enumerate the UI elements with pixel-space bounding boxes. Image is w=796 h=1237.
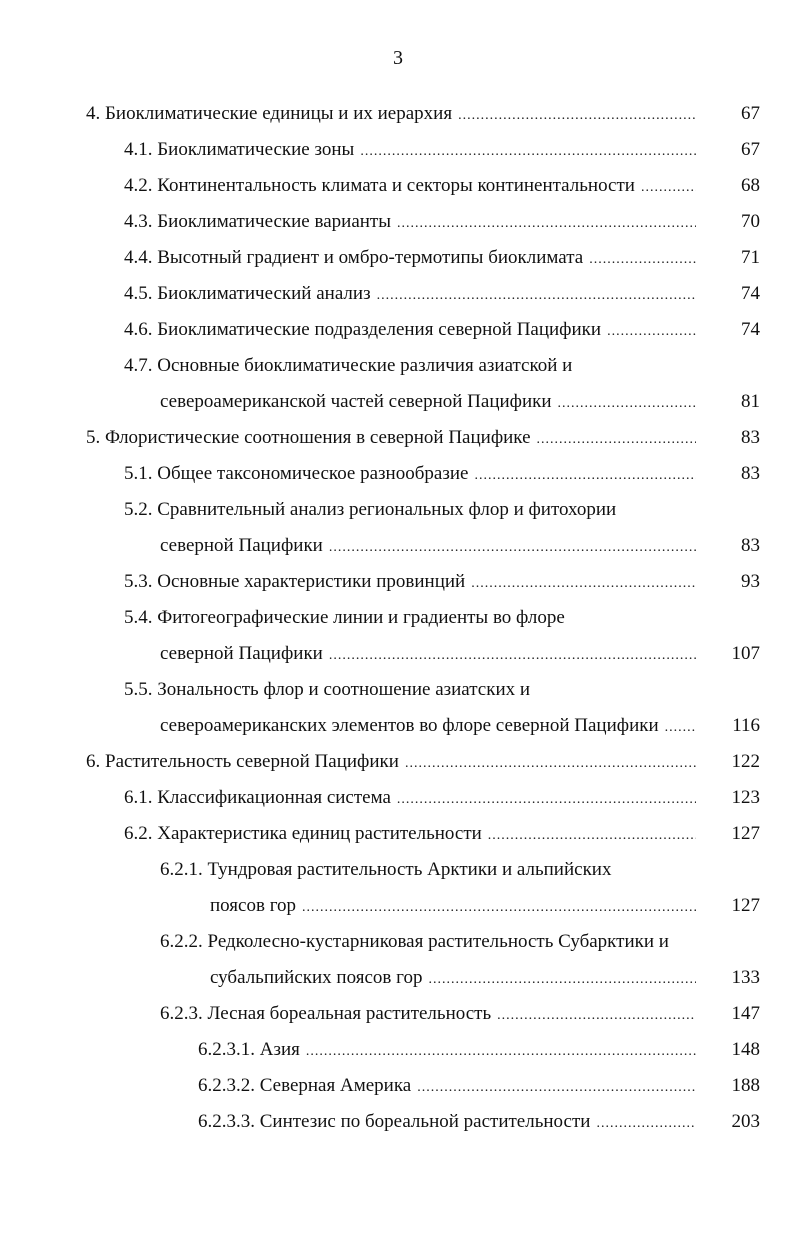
toc-page-ref: 127 xyxy=(731,823,760,844)
dot-leader xyxy=(497,998,696,1034)
toc-entry-5-2-cont xyxy=(160,528,760,564)
dot-leader xyxy=(397,782,696,818)
toc-entry-4-7 xyxy=(124,348,700,384)
toc-entry-text: северной Пацифики xyxy=(160,643,323,664)
toc-entry-6-1 xyxy=(124,780,760,816)
dot-leader xyxy=(405,746,696,782)
toc-page-ref: 188 xyxy=(731,1075,760,1096)
toc-entry-text: 5.2. Сравнительный анализ региональных флор и фитохории xyxy=(124,499,617,520)
toc-entry-text: 6. Растительность северной Пацифики xyxy=(86,751,399,772)
dot-leader xyxy=(558,386,696,422)
toc-entry-4 xyxy=(86,96,760,132)
toc-entry-4-6 xyxy=(124,312,760,348)
toc-entry-5-4 xyxy=(124,600,700,636)
dot-leader xyxy=(589,242,696,278)
toc-entry-5-2 xyxy=(124,492,700,528)
toc-entry-5-3 xyxy=(124,564,760,600)
dot-leader xyxy=(306,1034,696,1070)
toc-page-ref: 68 xyxy=(741,175,760,196)
toc-page-ref: 203 xyxy=(731,1111,760,1132)
toc-page-ref: 107 xyxy=(731,643,760,664)
dot-leader xyxy=(488,818,696,854)
toc-entry-4-7-cont xyxy=(160,384,760,420)
toc-page-ref: 71 xyxy=(741,247,760,268)
toc-entry-text: 5.5. Зональность флор и соотношение азиатских и xyxy=(124,679,531,700)
toc-entry-text: 4.6. Биоклиматические подразделения северной Пацифики xyxy=(124,319,602,340)
toc-page-ref: 70 xyxy=(741,211,760,232)
toc-entry-5-5 xyxy=(124,672,700,708)
dot-leader xyxy=(329,530,696,566)
toc-entry-text: 4.4. Высотный градиент и омбро-термотипы биоклимата xyxy=(124,247,584,268)
toc-page-ref: 122 xyxy=(731,751,760,772)
toc-entry-5-5-cont xyxy=(160,708,760,744)
toc-page-ref: 67 xyxy=(741,103,760,124)
toc-entry-6 xyxy=(86,744,760,780)
dot-leader xyxy=(302,890,696,926)
toc-entry-6-2-3-1 xyxy=(198,1032,760,1068)
toc-page-ref: 83 xyxy=(741,535,760,556)
toc-page-ref: 148 xyxy=(731,1039,760,1060)
toc-entry-5-4-cont xyxy=(160,636,760,672)
toc-page-ref: 147 xyxy=(731,1003,760,1024)
toc-entry-text: 4.7. Основные биоклиматические различия азиатской и xyxy=(124,355,573,376)
toc-page-ref: 127 xyxy=(731,895,760,916)
toc-entry-6-2-3-3 xyxy=(198,1104,760,1140)
toc-entry-4-3 xyxy=(124,204,760,240)
toc-page-ref: 81 xyxy=(741,391,760,412)
toc-entry-text: 5. Флористические соотношения в северной Пацифике xyxy=(86,427,531,448)
toc-entry-6-2-2-cont xyxy=(210,960,760,996)
dot-leader xyxy=(428,962,696,998)
toc-entry-text: 6.2.1. Тундровая растительность Арктики и альпийских xyxy=(160,859,612,880)
dot-leader xyxy=(607,314,696,350)
dot-leader xyxy=(329,638,696,674)
toc-entry-6-2 xyxy=(124,816,760,852)
dot-leader xyxy=(471,566,696,602)
dot-leader xyxy=(474,458,696,494)
toc-entry-4-4 xyxy=(124,240,760,276)
toc-entry-text: субальпийских поясов гор xyxy=(210,967,423,988)
toc-entry-text: 5.4. Фитогеографические линии и градиенты во флоре xyxy=(124,607,565,628)
dot-leader xyxy=(417,1070,696,1106)
toc-entry-5 xyxy=(86,420,760,456)
toc-entry-5-1 xyxy=(124,456,760,492)
dot-leader xyxy=(458,98,696,134)
toc-page-ref: 83 xyxy=(741,427,760,448)
toc-page-ref: 133 xyxy=(731,967,760,988)
toc-entry-text: 6.2.2. Редколесно-кустарниковая растительность Субарктики и xyxy=(160,931,669,952)
dot-leader xyxy=(377,278,696,314)
toc-entry-text: северной Пацифики xyxy=(160,535,323,556)
toc-entry-4-5 xyxy=(124,276,760,312)
toc-entry-6-2-3-2 xyxy=(198,1068,760,1104)
dot-leader xyxy=(360,134,696,170)
toc-entry-6-2-1 xyxy=(160,852,700,888)
toc-entry-text: 4. Биоклиматические единицы и их иерархия xyxy=(86,103,453,124)
toc-entry-text: 6.2.3. Лесная бореальная растительность xyxy=(160,1003,492,1024)
toc-entry-text: 5.1. Общее таксономическое разнообразие xyxy=(124,463,469,484)
toc-page-ref: 74 xyxy=(741,319,760,340)
toc-entry-6-2-1-cont xyxy=(210,888,760,924)
dot-leader xyxy=(397,206,696,242)
toc-entry-text: 6.2.3.1. Азия xyxy=(198,1039,300,1060)
toc-page-ref: 67 xyxy=(741,139,760,160)
dot-leader xyxy=(596,1106,696,1142)
toc-entry-text: 6.1. Классификационная система xyxy=(124,787,391,808)
toc-entry-text: 4.1. Биоклиматические зоны xyxy=(124,139,355,160)
toc-page-ref: 74 xyxy=(741,283,760,304)
toc-entry-text: 4.3. Биоклиматические варианты xyxy=(124,211,391,232)
toc-page-ref: 116 xyxy=(732,715,760,736)
toc-entry-text: 5.3. Основные характеристики провинций xyxy=(124,571,466,592)
toc-entry-4-1 xyxy=(124,132,760,168)
dot-leader xyxy=(641,170,696,206)
toc-entry-6-2-2 xyxy=(160,924,700,960)
toc-entry-6-2-3 xyxy=(160,996,760,1032)
page-number: 3 xyxy=(393,47,403,69)
toc-entry-text: 6.2.3.2. Северная Америка xyxy=(198,1075,412,1096)
toc-entry-text: североамериканских элементов во флоре северной Пацифики xyxy=(160,715,659,736)
toc-entry-text: 4.5. Биоклиматический анализ xyxy=(124,283,371,304)
toc-page-ref: 123 xyxy=(731,787,760,808)
toc-entry-text: североамериканской частей северной Пацифики xyxy=(160,391,552,412)
dot-leader xyxy=(537,422,697,458)
toc-entry-text: 6.2.3.3. Синтезис по бореальной растительности xyxy=(198,1111,591,1132)
toc-page-ref: 83 xyxy=(741,463,760,484)
toc-entry-4-2 xyxy=(124,168,760,204)
toc-entry-text: поясов гор xyxy=(210,895,297,916)
dot-leader xyxy=(665,710,696,746)
toc-page-ref: 93 xyxy=(741,571,760,592)
toc-entry-text: 4.2. Континентальность климата и секторы континентальности xyxy=(124,175,635,196)
toc-entry-text: 6.2. Характеристика единиц растительности xyxy=(124,823,482,844)
